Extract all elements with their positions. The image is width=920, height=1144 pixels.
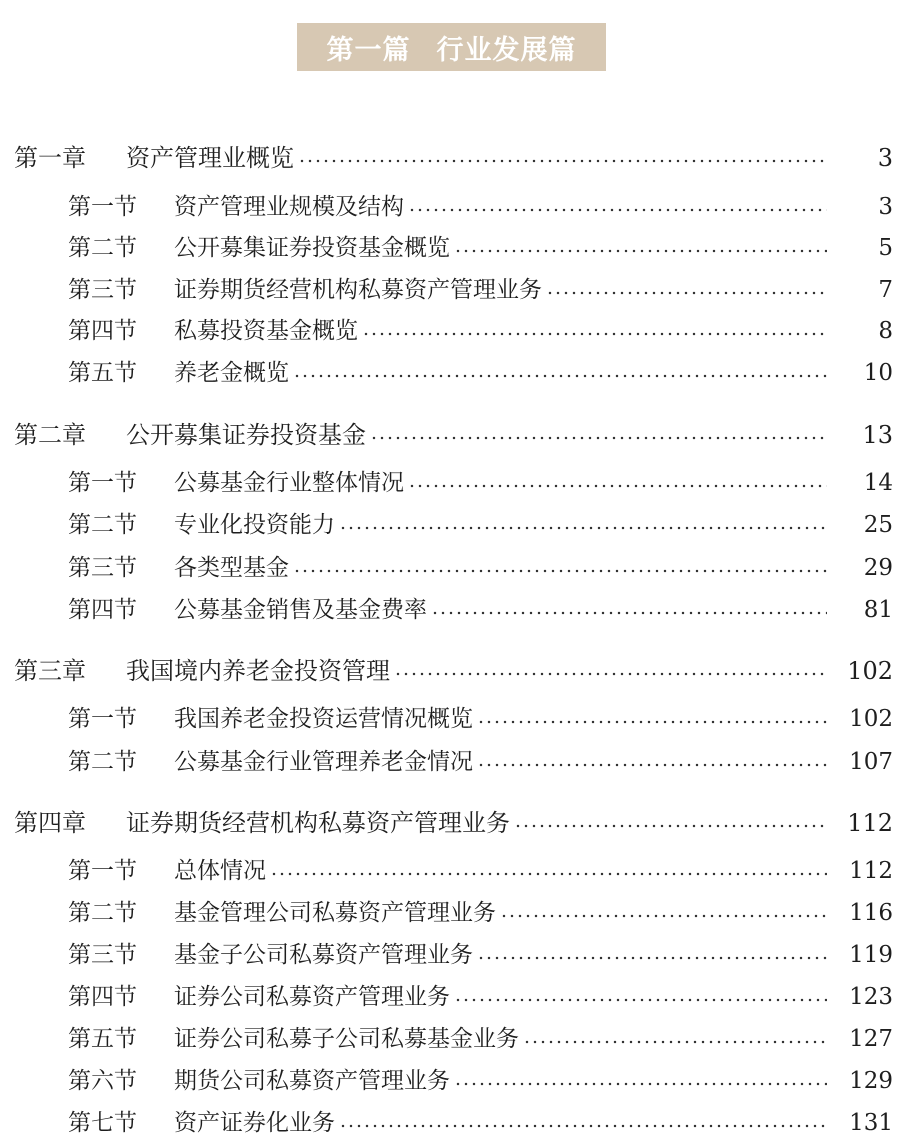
section-title: 公募基金行业整体情况	[174, 470, 404, 496]
dot-leader	[477, 720, 827, 724]
dot-leader	[408, 208, 827, 212]
section-label: 第二节	[68, 749, 137, 775]
section-title: 私募投资基金概览	[174, 318, 358, 344]
toc-section-1-3[interactable]	[0, 273, 920, 307]
page-number: 112	[849, 858, 893, 884]
chapter-label: 第四章	[14, 809, 86, 837]
page-number: 119	[849, 942, 893, 968]
dot-leader	[523, 1040, 827, 1044]
toc-section-4-5[interactable]	[0, 1022, 920, 1056]
page-number: 25	[863, 512, 893, 538]
page-number: 123	[849, 984, 893, 1010]
page-number: 107	[849, 749, 893, 775]
section-label: 第二节	[68, 900, 137, 926]
dot-leader	[370, 436, 827, 440]
page-number: 5	[878, 235, 893, 261]
dot-leader	[431, 611, 827, 615]
chapter-title: 我国境内养老金投资管理	[126, 657, 390, 685]
page-number: 127	[849, 1026, 893, 1052]
section-label: 第二节	[68, 235, 137, 261]
toc-section-1-4[interactable]	[0, 314, 920, 348]
chapter-label: 第一章	[14, 144, 86, 172]
section-title: 养老金概览	[174, 360, 289, 386]
section-label: 第一节	[68, 706, 137, 732]
page-number: 112	[847, 809, 893, 837]
toc-chapter-2[interactable]	[0, 418, 920, 452]
section-label: 第五节	[68, 1026, 137, 1052]
toc-section-3-1[interactable]	[0, 702, 920, 736]
section-title: 基金管理公司私募资产管理业务	[174, 900, 496, 926]
page-number: 10	[863, 360, 893, 386]
part-name: 行业发展篇	[436, 34, 577, 66]
toc-section-4-3[interactable]	[0, 938, 920, 972]
section-label: 第一节	[68, 470, 137, 496]
dot-leader	[408, 484, 827, 488]
toc-section-4-7[interactable]	[0, 1106, 920, 1140]
page-number: 3	[877, 144, 893, 172]
dot-leader	[514, 824, 827, 828]
toc-section-2-4[interactable]	[0, 593, 920, 627]
toc-section-3-2[interactable]	[0, 745, 920, 779]
section-label: 第一节	[68, 858, 137, 884]
section-title: 基金子公司私募资产管理业务	[174, 942, 473, 968]
chapter-title: 证券期货经营机构私募资产管理业务	[126, 809, 510, 837]
part-title-banner	[297, 23, 606, 71]
dot-leader	[270, 872, 827, 876]
dot-leader	[454, 1082, 827, 1086]
page-number: 131	[849, 1110, 893, 1136]
section-title: 期货公司私募资产管理业务	[174, 1068, 450, 1094]
dot-leader	[293, 569, 827, 573]
section-title: 公开募集证券投资基金概览	[174, 235, 450, 261]
dot-leader	[362, 332, 827, 336]
section-label: 第五节	[68, 360, 137, 386]
page-number: 14	[863, 470, 893, 496]
page-number: 116	[849, 900, 893, 926]
section-title: 各类型基金	[174, 555, 289, 581]
toc-chapter-4[interactable]	[0, 806, 920, 840]
page-number: 129	[849, 1068, 893, 1094]
page-number: 102	[849, 706, 893, 732]
chapter-title: 公开募集证券投资基金	[126, 421, 366, 449]
section-title: 我国养老金投资运营情况概览	[174, 706, 473, 732]
toc-section-2-2[interactable]	[0, 508, 920, 542]
section-title: 公募基金销售及基金费率	[174, 597, 427, 623]
dot-leader	[477, 763, 827, 767]
dot-leader	[339, 526, 827, 530]
section-label: 第三节	[68, 277, 137, 303]
section-label: 第四节	[68, 597, 137, 623]
page-number: 81	[863, 597, 893, 623]
toc-chapter-3[interactable]	[0, 654, 920, 688]
dot-leader	[339, 1124, 827, 1128]
section-label: 第三节	[68, 555, 137, 581]
section-title: 证券期货经营机构私募资产管理业务	[174, 277, 542, 303]
toc-section-1-5[interactable]	[0, 356, 920, 390]
dot-leader	[298, 159, 827, 163]
dot-leader	[500, 914, 827, 918]
page-number: 13	[862, 421, 893, 449]
toc-section-2-1[interactable]	[0, 466, 920, 500]
section-label: 第二节	[68, 512, 137, 538]
section-label: 第一节	[68, 194, 137, 220]
part-label: 第一篇	[326, 34, 411, 66]
section-title: 资产证券化业务	[174, 1110, 335, 1136]
section-label: 第四节	[68, 318, 137, 344]
dot-leader	[477, 956, 827, 960]
section-title: 证券公司私募资产管理业务	[174, 984, 450, 1010]
page-number: 8	[878, 318, 893, 344]
toc-section-1-2[interactable]	[0, 231, 920, 265]
toc-section-2-3[interactable]	[0, 551, 920, 585]
dot-leader	[454, 249, 827, 253]
section-title: 公募基金行业管理养老金情况	[174, 749, 473, 775]
toc-section-4-4[interactable]	[0, 980, 920, 1014]
page-number: 7	[878, 277, 893, 303]
toc-chapter-1[interactable]	[0, 141, 920, 175]
toc-section-4-2[interactable]	[0, 896, 920, 930]
section-label: 第七节	[68, 1110, 137, 1136]
section-label: 第六节	[68, 1068, 137, 1094]
section-title: 总体情况	[174, 858, 266, 884]
dot-leader	[293, 374, 827, 378]
page-number: 102	[847, 657, 893, 685]
chapter-label: 第三章	[14, 657, 86, 685]
dot-leader	[394, 672, 827, 676]
section-label: 第三节	[68, 942, 137, 968]
section-label: 第四节	[68, 984, 137, 1010]
dot-leader	[454, 998, 827, 1002]
toc-section-1-1[interactable]	[0, 190, 920, 224]
toc-section-4-1[interactable]	[0, 854, 920, 888]
section-title: 专业化投资能力	[174, 512, 335, 538]
section-title: 证券公司私募子公司私募基金业务	[174, 1026, 519, 1052]
page-number: 29	[863, 555, 893, 581]
page-number: 3	[878, 194, 893, 220]
toc-section-4-6[interactable]	[0, 1064, 920, 1098]
dot-leader	[546, 291, 827, 295]
chapter-title: 资产管理业概览	[126, 144, 294, 172]
chapter-label: 第二章	[14, 421, 86, 449]
section-title: 资产管理业规模及结构	[174, 194, 404, 220]
